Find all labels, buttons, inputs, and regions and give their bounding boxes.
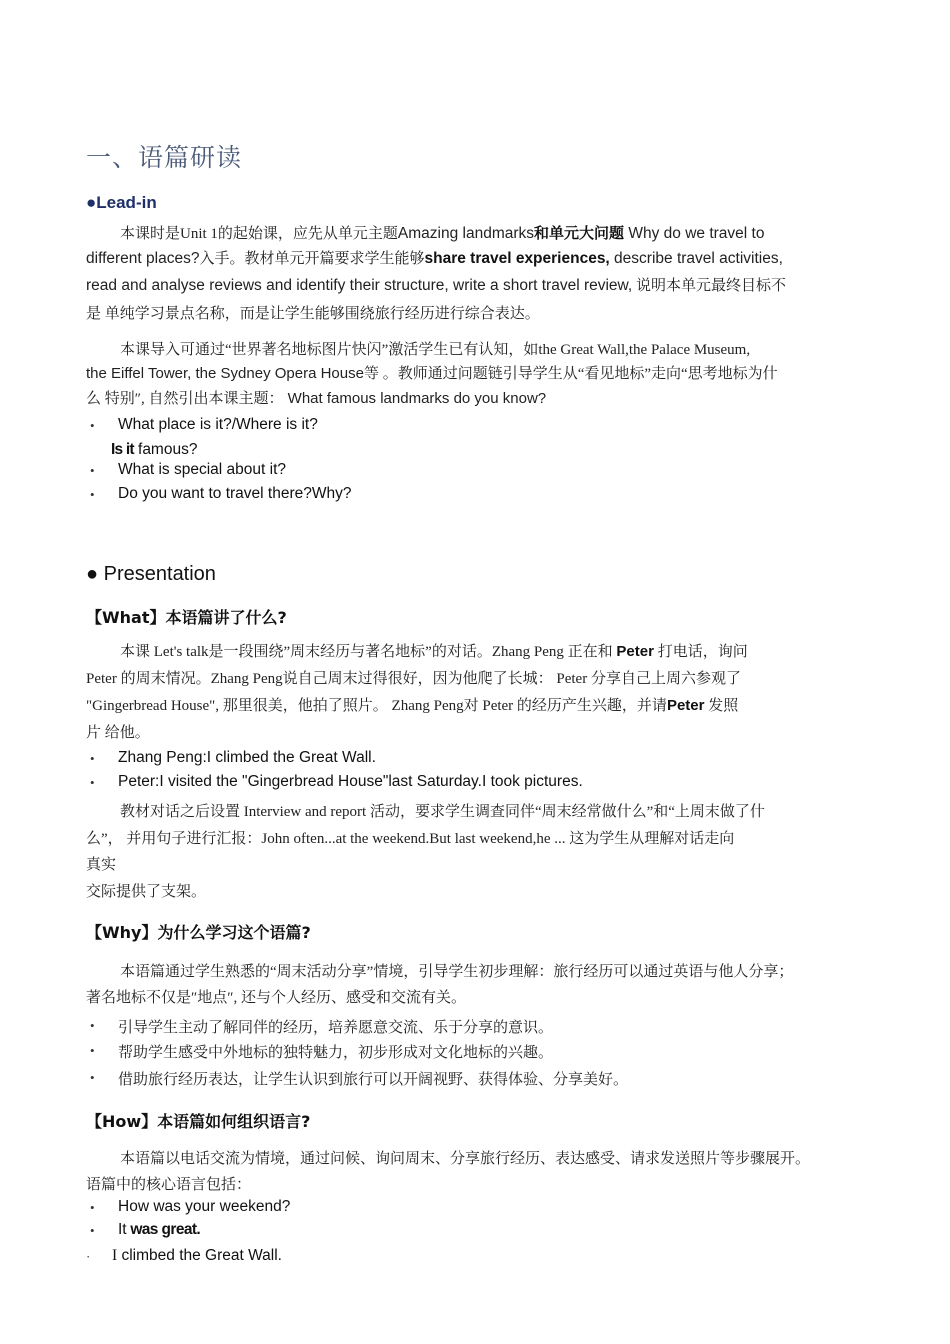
what-para2-line4: 交际提供了支架。	[86, 884, 207, 900]
text-run: 本课时是Unit 1的起始课，应先从单元主题	[120, 226, 398, 242]
why-bullet-1: 引导学生主动了解同伴的经历，培养愿意交流、乐于分享的意识。	[118, 1020, 554, 1036]
leadin-question-1: What place is it?/Where is it?	[118, 416, 318, 433]
text-run: 说明本单元最终目标不	[632, 278, 786, 294]
what-bullet-1: Zhang Peng:I climbed the Great Wall.	[118, 749, 376, 766]
what-bullet-2: Peter:I visited the "Gingerbread House"last Saturday.I took pictures.	[118, 773, 583, 790]
text-run: 发照	[704, 698, 739, 714]
what-para2-line2: 么”， 并用句子进行汇报：John often...at the weekend.But last weekend,he ... 这为学生从理解对话走向	[86, 831, 735, 847]
leadin-para2-line3	[86, 387, 546, 408]
bullet-icon: •	[90, 418, 95, 433]
text-run: 本课 Let's talk是一段围绕”周末经历与著名地标”的对话。Zhang Peng 正在和	[120, 644, 617, 660]
how-bullet-3	[112, 1247, 282, 1265]
text-run: different places?	[86, 250, 200, 267]
leadin-question-2	[111, 441, 197, 459]
what-para-line4: 片 给他。	[86, 725, 150, 741]
leadin-para2-line1: 本课导入可通过“世界著名地标图片快闪”激活学生已有认知，如the Great Wall,the Palace Museum,	[120, 342, 751, 358]
what-para-line3	[86, 694, 738, 715]
text-run: Peter	[666, 697, 705, 714]
bullet-icon: •	[90, 775, 95, 790]
text-run: famous?	[133, 441, 198, 458]
bullet-icon: ·	[86, 1249, 91, 1264]
text-run: Why do we travel to	[624, 225, 765, 242]
what-para2-line1: 教材对话之后设置 Interview and report 活动，要求学生调查同伴“周末经常做什么”和“上周末做了什	[120, 804, 765, 820]
text-run: describe travel activities,	[609, 250, 783, 267]
text-run: 入手。教材单元开篇要求学生能够	[199, 251, 425, 267]
why-bullet-3: 借助旅行经历表达，让学生认识到旅行可以开阔视野、获得体验、分享美好。	[118, 1072, 629, 1088]
bullet-icon: •	[90, 487, 95, 502]
text-run: the Eiffel Tower, the Sydney Opera House	[86, 365, 364, 382]
leadin-para1-line2	[86, 247, 783, 268]
what-heading: 【What】本语篇讲了什么?	[86, 608, 287, 627]
why-bullet-2: 帮助学生感受中外地标的独特魅力，初步形成对文化地标的兴趣。	[118, 1045, 554, 1061]
why-para-line1: 本语篇通过学生熟悉的“周末活动分享”情境，引导学生初步理解：旅行经历可以通过英语与他人分享；	[120, 964, 794, 980]
bullet-icon: •	[90, 1223, 95, 1238]
text-run: Is it	[111, 441, 134, 458]
text-run: was great.	[126, 1221, 201, 1238]
leadin-question-3: What is special about it?	[118, 461, 287, 478]
text-run: ″, 自然引出本课主题：	[134, 391, 284, 407]
text-run: 和单元大问题	[534, 225, 625, 242]
how-bullet-1: How was your weekend?	[118, 1198, 291, 1215]
text-run: read and analyse reviews and identify their structure, write a short travel review,	[86, 277, 633, 294]
text-run: Amazing landmarks	[397, 225, 535, 242]
text-run: share travel experiences,	[424, 250, 610, 267]
text-run: I	[112, 1247, 118, 1264]
how-bullet-2	[118, 1221, 200, 1239]
why-heading: 【Why】为什么学习这个语篇?	[86, 923, 311, 942]
leadin-para1-line3	[86, 274, 786, 295]
leadin-para1-line4: 是 单纯学习景点名称，而是让学生能够围绕旅行经历进行综合表达。	[86, 306, 540, 322]
how-para-line1: 本语篇以电话交流为情境，通过问候、询问周末、分享旅行经历、表达感受、请求发送照片等步骤展开。	[120, 1151, 811, 1167]
presentation-heading: ● Presentation	[86, 563, 216, 585]
bullet-icon: •	[90, 1018, 95, 1033]
page-title: 一、语篇研读	[86, 143, 243, 172]
bullet-icon: •	[90, 1043, 95, 1058]
bullet-icon: •	[90, 1200, 95, 1215]
text-run: climbed the Great Wall.	[117, 1247, 282, 1264]
text-run: 么 特别	[86, 391, 135, 407]
how-heading: 【How】本语篇如何组织语言?	[86, 1112, 311, 1131]
leadin-question-4: Do you want to travel there?Why?	[118, 485, 352, 502]
why-para-line2: 著名地标不仅是″地点″, 还与个人经历、感受和交流有关。	[86, 990, 466, 1006]
bullet-icon: •	[90, 751, 95, 766]
text-run: "Gingerbread House", 那里很美，他拍了照片。 Zhang Peng对 Peter 的经历产生兴趣，并请	[86, 698, 667, 714]
text-run: It	[118, 1221, 127, 1238]
text-run: 等 。教师通过问题链引导学生从“看见地标”走向“思考地标为什	[363, 366, 778, 382]
leadin-para1-line1	[120, 222, 764, 243]
what-para-line1	[120, 640, 748, 661]
leadin-heading: ●Lead-in	[86, 193, 157, 212]
how-para-line2: 语篇中的核心语言包括：	[86, 1177, 252, 1193]
text-run: What famous landmarks do you know?	[283, 390, 547, 407]
leadin-para2-line2	[86, 362, 778, 383]
bullet-icon: •	[90, 463, 95, 478]
text-run: 打电话，询问	[653, 644, 748, 660]
bullet-icon: •	[90, 1070, 95, 1085]
what-para-line2: Peter 的周末情况。Zhang Peng说自己周末过得很好，因为他爬了长城： Peter 分享自己上周六参观了	[86, 671, 741, 687]
what-para2-line3: 真实	[86, 857, 117, 873]
text-run: Peter	[616, 643, 654, 660]
